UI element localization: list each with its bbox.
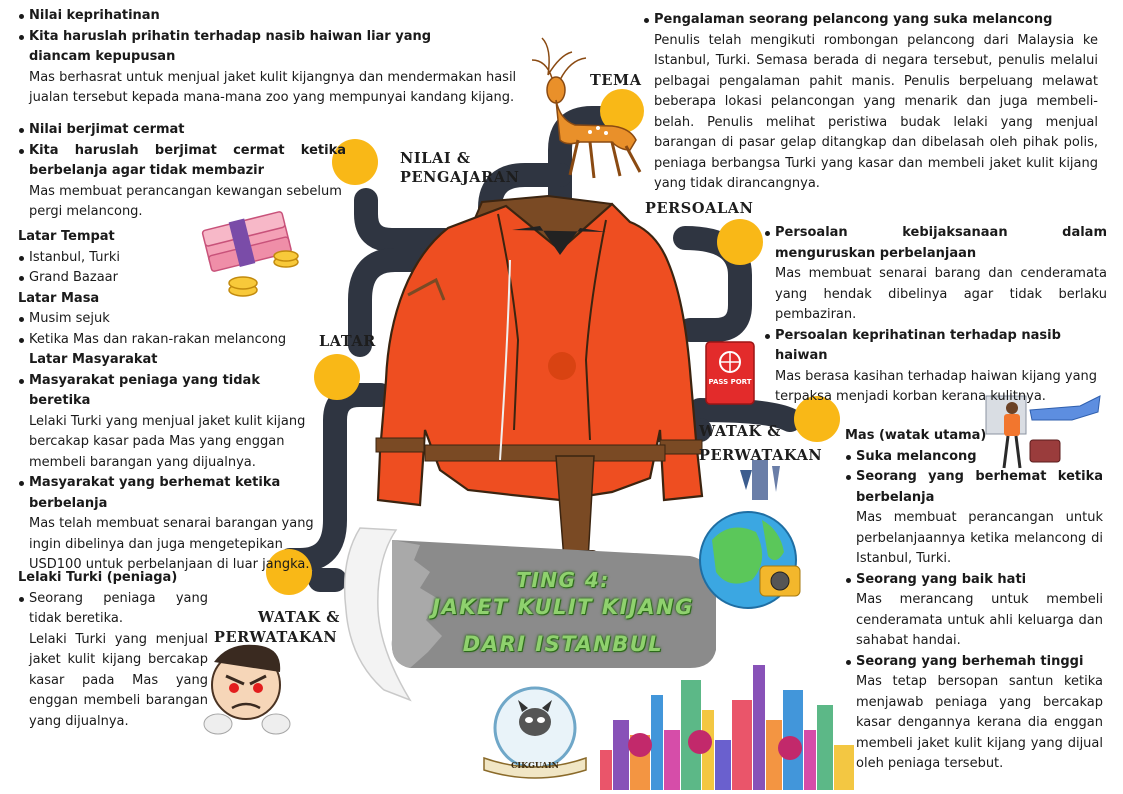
label-watak-left-line2: PERWATAKAN — [214, 629, 338, 646]
nilai-1-lesson: Kita haruslah prihatin terhadap nasib haiwan liar yang diancam kepupusan — [18, 27, 489, 68]
nilai-2-block — [18, 120, 346, 223]
latar-tempat-item: Grand Bazaar — [18, 268, 318, 289]
skyline-building — [600, 750, 612, 790]
skyline-building — [715, 740, 731, 790]
skyline-building — [804, 730, 816, 790]
label-watak-left-line1: WATAK & — [258, 609, 341, 626]
tema-title: Pengalaman seorang pelancong yang suka melancong — [643, 10, 1098, 31]
latar-masa-item: Ketika Mas dan rakan-rakan melancong — [18, 330, 318, 351]
latar-masa-item: Musim sejuk — [18, 309, 318, 330]
bubble-persoalan — [717, 219, 763, 265]
tema-block — [643, 10, 1098, 195]
watak-right-trait-2-body: Mas membuat perancangan untuk perbelanjaannya ketika melancong di Istanbul, Turki. — [856, 510, 1103, 566]
skyline-dome — [778, 736, 802, 760]
persoalan-block — [764, 223, 1107, 408]
persoalan-1-title: Persoalan kebijaksanaan dalam menguruskan perbelanjaan — [764, 223, 1107, 264]
persoalan-2-body: Mas berasa kasihan terhadap haiwan kijang yang terpaksa menjadi korban kerana kulitnya. — [775, 368, 1098, 404]
persoalan-1-body: Mas membuat senarai barang dan cenderamata yang hendak dibelinya agar tidak berlaku pembaziran. — [775, 266, 1107, 322]
bubble-latar — [314, 354, 360, 400]
watak-left-trait-1-body: Lelaki Turki yang menjual jaket kulit kijang bercakap kasar pada Mas yang enggan membeli barangan yang dijualnya. — [29, 631, 208, 729]
globe-landmarks-icon — [700, 460, 800, 608]
nilai-1-title: Nilai keprihatinan — [18, 6, 534, 27]
latar-masyarakat-2-body: Mas telah membuat senarai barangan yang ingin dibelinya dan juga mengetepikan USD100 untuk perbelanjaan di luar jangka. — [29, 516, 314, 572]
label-tema: TEMA — [590, 72, 642, 89]
latar-block — [18, 227, 318, 576]
label-watak-right-line2: PERWATAKAN — [699, 447, 823, 464]
title-line-3: DARI ISTANBUL — [462, 632, 664, 656]
title-line-1: TING 4: — [516, 568, 610, 592]
watak-right-trait-4-body: Mas tetap bersopan santun ketika menjawab peniaga yang bercakap kasar dengannya kerana dia enggan membeli jaket kulit kijang yang dijual oleh peniaga tersebut. — [856, 674, 1103, 771]
skyline-building — [732, 700, 752, 790]
skyline-building — [817, 705, 833, 790]
label-nilai-line2: PENGAJARAN — [400, 169, 520, 186]
latar-masyarakat-1-body: Lelaki Turki yang menjual jaket kulit kijang bercakap kasar pada Mas yang enggan membeli barangan yang dijualnya. — [29, 413, 306, 470]
nilai-2-title: Nilai berjimat cermat — [18, 120, 346, 141]
watak-right-trait-2: Seorang yang berhemat ketika berbelanja — [845, 467, 1103, 508]
label-watak-right-line1: WATAK & — [699, 423, 782, 440]
latar-masyarakat-1-title: Masyarakat peniaga yang tidak beretika — [18, 371, 318, 412]
badge-text: CIKGUAIN — [511, 760, 559, 770]
skyline-building — [766, 720, 782, 790]
watak-right-trait-3: Seorang yang baik hati — [845, 570, 1103, 591]
tema-body: Penulis telah mengikuti rombongan pelancong dari Malaysia ke Istanbul, Turki. Semasa berada di negara tersebut, penulis melalui pelbagai pengalaman pahit manis. Penulis berpeluang melawat beberapa lokasi pelancongan yang menarik dan juga membeli-belah. Penulis melihat peristiwa budak lelaki yang menjual barangan di pasar gelap ditangkap dan dibelasah oleh pihak polis, peniaga berbangsa Turki yang kasar dan membeli jaket kulit kijang yang tidak dirancangnya. — [654, 32, 1098, 191]
watak-left-heading: Lelaki Turki (peniaga) — [18, 570, 178, 585]
city-skyline-icon — [600, 665, 854, 790]
persoalan-2-title: Persoalan keprihatinan terhadap nasib haiwan — [764, 326, 1107, 367]
nilai-2-body: Mas membuat perancangan kewangan sebelum pergi melancong. — [29, 183, 342, 219]
skyline-building — [664, 730, 680, 790]
skyline-building — [651, 695, 663, 790]
label-nilai-line1: NILAI & — [400, 150, 471, 167]
latar-masa-title: Latar Masa — [18, 290, 100, 306]
nilai-block — [18, 6, 534, 109]
watak-right-trait-4: Seorang yang berhemah tinggi — [845, 652, 1103, 673]
latar-tempat-item: Istanbul, Turki — [18, 248, 318, 269]
skyline-dome — [628, 733, 652, 757]
watak-left-block — [18, 568, 208, 732]
watak-right-trait-3-body: Mas merancang untuk membeli cenderamata untuk ahli keluarga dan sahabat handai. — [856, 592, 1103, 648]
passport-text: PASS PORT — [708, 378, 752, 386]
skyline-dome — [688, 730, 712, 754]
passport-icon — [706, 342, 754, 404]
label-persoalan: PERSOALAN — [645, 200, 754, 217]
watak-right-block — [845, 426, 1103, 775]
skyline-building — [613, 720, 629, 790]
nilai-2-lesson: Kita haruslah berjimat cermat ketika berbelanja agar tidak membazir — [18, 141, 346, 182]
label-latar: LATAR — [319, 333, 376, 350]
title-line-2: JAKET KULIT KIJANG — [432, 595, 694, 619]
watak-right-heading: Mas (watak utama) — [845, 428, 987, 443]
latar-masyarakat-title: Latar Masyarakat — [29, 352, 158, 367]
watak-right-trait-1: Suka melancong — [845, 447, 1103, 468]
angry-face-icon — [204, 645, 290, 734]
latar-masyarakat-2-title: Masyarakat yang berhemat ketika berbelanja — [18, 473, 318, 514]
nilai-1-body: Mas berhasrat untuk menjual jaket kulit kijangnya dan mendermakan hasil jualan tersebut kepada mana-mana zoo yang mempunyai kandang kijang. — [29, 69, 517, 105]
skyline-building — [753, 665, 765, 790]
leather-jacket-icon — [376, 196, 702, 570]
latar-tempat-title: Latar Tempat — [18, 229, 115, 244]
watak-left-trait-1: Seorang peniaga yang tidak beretika. — [18, 589, 208, 630]
